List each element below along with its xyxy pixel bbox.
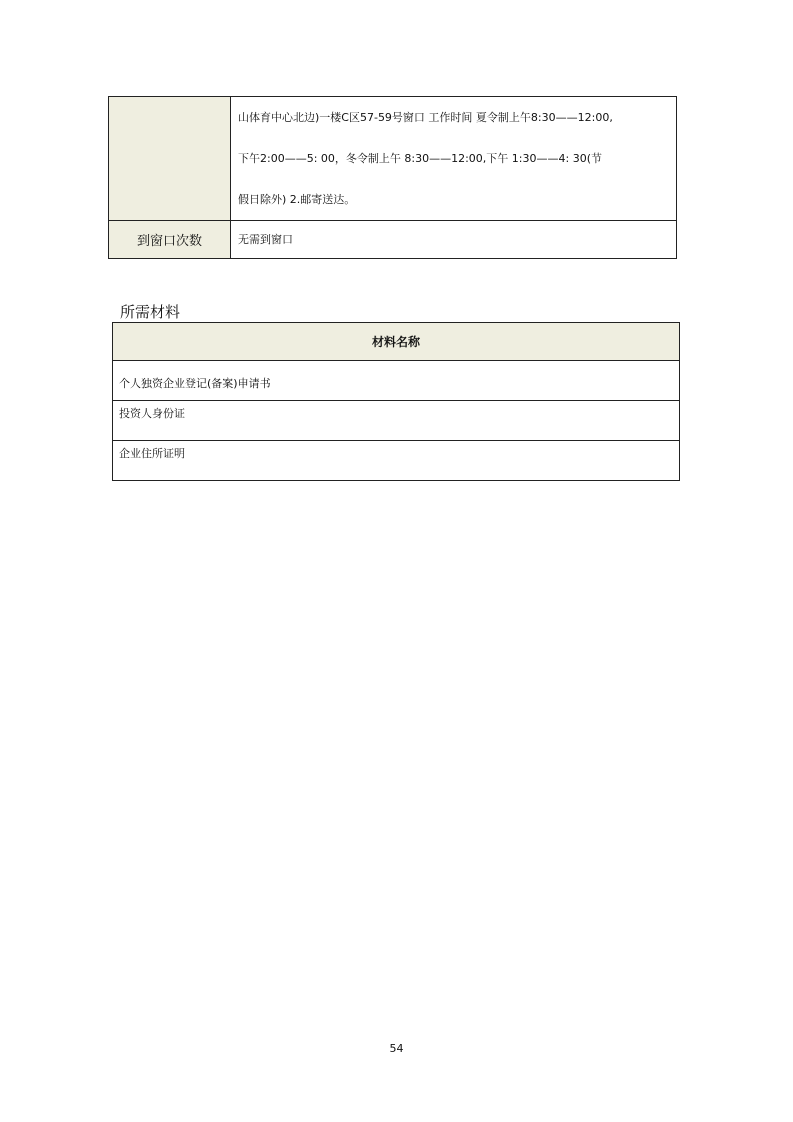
materials-column-header: 材料名称 — [113, 323, 680, 361]
material-item: 个人独资企业登记(备案)申请书 — [113, 361, 680, 401]
materials-table — [112, 322, 680, 481]
table-row — [113, 401, 680, 441]
table-row — [113, 361, 680, 401]
visits-label: 到窗口次数 — [109, 221, 231, 259]
page-number: 54 — [389, 1042, 404, 1055]
address-row — [109, 97, 677, 221]
material-item: 投资人身份证 — [113, 401, 680, 441]
address-line: 下午2:00——5: 00，冬令制上午 8:30——12:00,下午 1:30——4: 30(节 — [238, 152, 602, 165]
visits-value: 无需到窗口 — [231, 221, 677, 259]
materials-section-title: 所需材料 — [120, 303, 181, 321]
materials-header-row — [113, 323, 680, 361]
empty-label-cell — [109, 97, 231, 221]
material-item: 企业住所证明 — [113, 441, 680, 481]
address-line: 假日除外) 2.邮寄送达。 — [238, 193, 356, 206]
info-table — [108, 96, 677, 259]
table-row — [113, 441, 680, 481]
visits-row — [109, 221, 677, 259]
address-line: 山体育中心北边)一楼C区57-59号窗口 工作时间 夏令制上午8:30——12:00, — [238, 111, 613, 124]
address-cell — [231, 97, 677, 221]
